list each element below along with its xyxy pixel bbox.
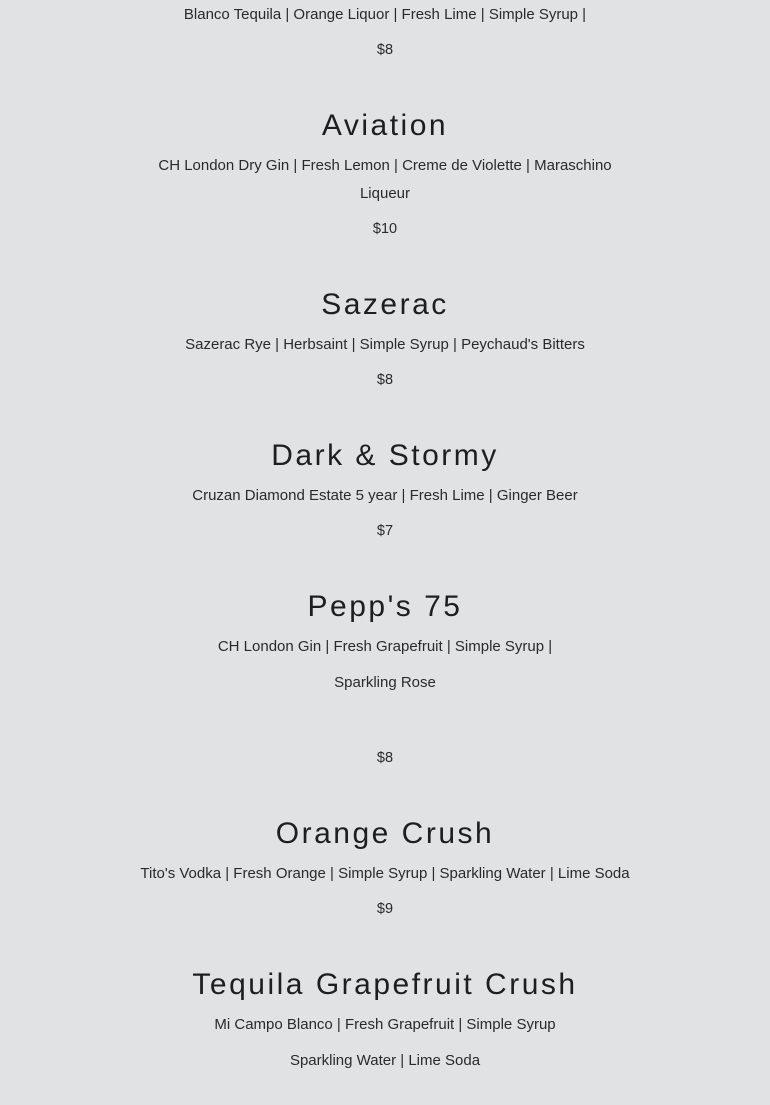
menu-item-price: $8 [376,42,394,58]
menu-item [0,438,770,474]
menu-item-description-line2: Sparkling Rose [334,674,436,691]
menu-item-description-wrap [0,633,770,661]
menu-item-description-wrap [0,1047,770,1075]
menu-item-price-wrap [0,219,770,239]
menu-item-description: Tito's Vodka | Fresh Orange | Simple Syrup | Sparkling Water | Lime Soda [140,865,630,882]
menu-item-description-wrap [0,482,770,510]
menu-item-name: Tequila Grapefruit Crush [192,968,578,1001]
menu-item-description-wrap [0,1011,770,1039]
menu-item-description-wrap [0,860,770,888]
menu-item-description: Sazerac Rye | Herbsaint | Simple Syrup | Peychaud's Bitters [185,336,585,353]
menu-item-description: Blanco Tequila | Orange Liquor | Fresh Lime | Simple Syrup | [183,6,587,23]
menu-item-name: Aviation [321,109,449,142]
menu-item [0,967,770,1003]
menu-item [0,108,770,144]
menu-item [0,287,770,323]
menu-item-name: Sazerac [321,288,449,321]
menu-item-price: $10 [372,221,398,237]
menu-item-description: Mi Campo Blanco | Fresh Grapefruit | Simple Syrup [214,1016,556,1033]
menu-item-name: Pepp's 75 [307,590,463,623]
menu-item-description-wrap [0,152,770,208]
menu-item-description: CH London Gin | Fresh Grapefruit | Simple Syrup | [217,638,553,655]
menu-item-name: Orange Crush [275,817,495,850]
menu-item-price: $8 [376,750,394,766]
menu-item [0,1,770,29]
menu-item-price-wrap [0,521,770,541]
menu-item-description: Cruzan Diamond Estate 5 year | Fresh Lime | Ginger Beer [192,487,578,504]
menu-item-description-wrap [0,669,770,697]
menu-item-description-line2: Sparkling Water | Lime Soda [289,1052,481,1069]
menu-item-price-wrap [0,748,770,768]
menu-item-description: CH London Dry Gin | Fresh Lemon | Creme de Violette | Maraschino [158,157,612,174]
menu-item-price-wrap [0,40,770,60]
menu-item-price: $8 [376,372,394,388]
menu-item-description-line2: Liqueur [359,185,411,202]
menu-item-description-wrap [0,331,770,359]
menu-item-price-wrap [0,370,770,390]
menu-item [0,816,770,852]
menu-item-name: Dark & Stormy [271,439,499,472]
menu-item-price: $9 [376,901,394,917]
menu-item-price-wrap [0,899,770,919]
menu-item-price: $7 [376,523,394,539]
menu-item [0,589,770,625]
